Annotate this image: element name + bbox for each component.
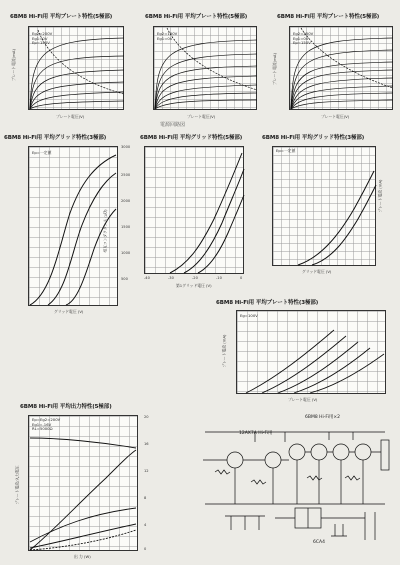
tick: 12 — [144, 469, 149, 473]
tick: 2500 — [121, 173, 131, 177]
chart-ylabel: プレート電流 (mA) — [377, 179, 383, 213]
chart-legend: Ep=Eg2=200V Eg1=-16V RL=5000Ω — [32, 417, 61, 432]
chart-xlabel: 第1グリッド電圧 (V) — [176, 283, 212, 288]
chart-legend: Eg=100V — [240, 313, 258, 318]
chart-caption: 6BM8 Hi-Fi用 平均プレート特性(3極部) — [216, 300, 319, 306]
chart-caption: 6BM8 Hi-Fi用 平均グリッド特性(3極部) — [262, 135, 365, 141]
tick: 1500 — [121, 225, 131, 229]
chart-ylabel: 相互コンダクタンス (μ℧) — [102, 209, 108, 253]
chart-curves — [275, 12, 395, 122]
chart-curves — [140, 133, 258, 293]
tick: 16 — [144, 442, 149, 446]
chart-xlabel: プレート電圧 (V) — [288, 397, 318, 402]
chart-mid2 — [140, 133, 258, 293]
chart-top1 — [8, 12, 128, 122]
chart-caption: 6BM8 Hi-Fi用 平均プレート特性(5極部) — [145, 14, 248, 20]
tick: -30 — [168, 276, 174, 280]
tick: 500 — [121, 277, 128, 281]
tick: 0 — [240, 276, 243, 280]
chart-ylabel: プレート電流 (mA) — [221, 334, 227, 368]
chart-caption: 6BM8 Hi-Fi用 平均グリッド特性(3極部) — [4, 135, 107, 141]
chart-legend: Ep=一定値 — [32, 150, 52, 155]
tick: -40 — [144, 276, 150, 280]
chart-mid1 — [4, 133, 134, 318]
tick: 20 — [144, 415, 149, 419]
schematic-wiring — [195, 412, 395, 562]
tick: 3000 — [121, 145, 131, 149]
chart-bottom — [14, 402, 170, 562]
tick: 4 — [144, 523, 147, 527]
chart-xlabel: プレート電圧(V) — [187, 114, 216, 119]
amplifier-schematic — [195, 412, 395, 562]
chart-mid3 — [262, 133, 397, 293]
chart-xlabel: プレート電圧(V) — [321, 114, 350, 119]
chart-xlabel: 出 力 (W) — [74, 554, 91, 559]
chart-legend: Ep=一定値 — [276, 148, 296, 153]
tick: 0 — [144, 547, 147, 551]
chart-legend: Eg2=200V Eg1=0V Ep=150V — [32, 31, 53, 46]
tick: 2000 — [121, 199, 131, 203]
chart-curves — [4, 133, 134, 318]
chart-legend: Eg2=250V Eg1=0V Ep=150V — [293, 31, 314, 46]
tick: -10 — [216, 276, 222, 280]
chart-legend: Eg2=150V Eg1=0V — [157, 31, 178, 41]
chart-xlabel: グリッド電圧 (V) — [54, 309, 84, 314]
chart-caption: 6BM8 Hi-Fi用 平均プレート特性(5極部) — [10, 14, 113, 20]
chart-caption: 6BM8 Hi-Fi用 平均出力特性(5極部) — [20, 404, 112, 410]
chart-caption: 6BM8 Hi-Fi用 平均プレート特性(5極部) — [277, 14, 380, 20]
chart-xlabel: グリッド電圧 (V) — [302, 269, 332, 274]
chart-top3 — [271, 12, 395, 122]
chart-ylabel: プレート電流(mA) — [271, 53, 277, 85]
schematic-title: 6BM8 Hi-Fi用×2 — [305, 415, 341, 420]
chart-curves — [20, 402, 170, 562]
header-fragment: 電源回路図 — [160, 122, 186, 128]
rectifier-tube-label: 6CA4 — [313, 540, 325, 545]
chart-curves — [216, 298, 396, 408]
tick: 1000 — [121, 251, 131, 255]
chart-ylabel: プレート電流(mA) — [10, 49, 16, 81]
preamp-tube-label: 12AX7A Hi-Fi用 — [239, 431, 273, 436]
chart-top2 — [143, 12, 263, 122]
chart-mid4 — [216, 298, 396, 408]
tick: 8 — [144, 496, 147, 500]
tick: -20 — [192, 276, 198, 280]
chart-caption: 6BM8 Hi-Fi用 平均グリッド特性(5極部) — [140, 135, 243, 141]
chart-curves — [8, 12, 128, 122]
chart-xlabel: プレート電圧(V) — [56, 114, 85, 119]
chart-ylabel: プレート電流/入力電圧 — [14, 465, 20, 505]
chart-curves — [143, 12, 263, 122]
